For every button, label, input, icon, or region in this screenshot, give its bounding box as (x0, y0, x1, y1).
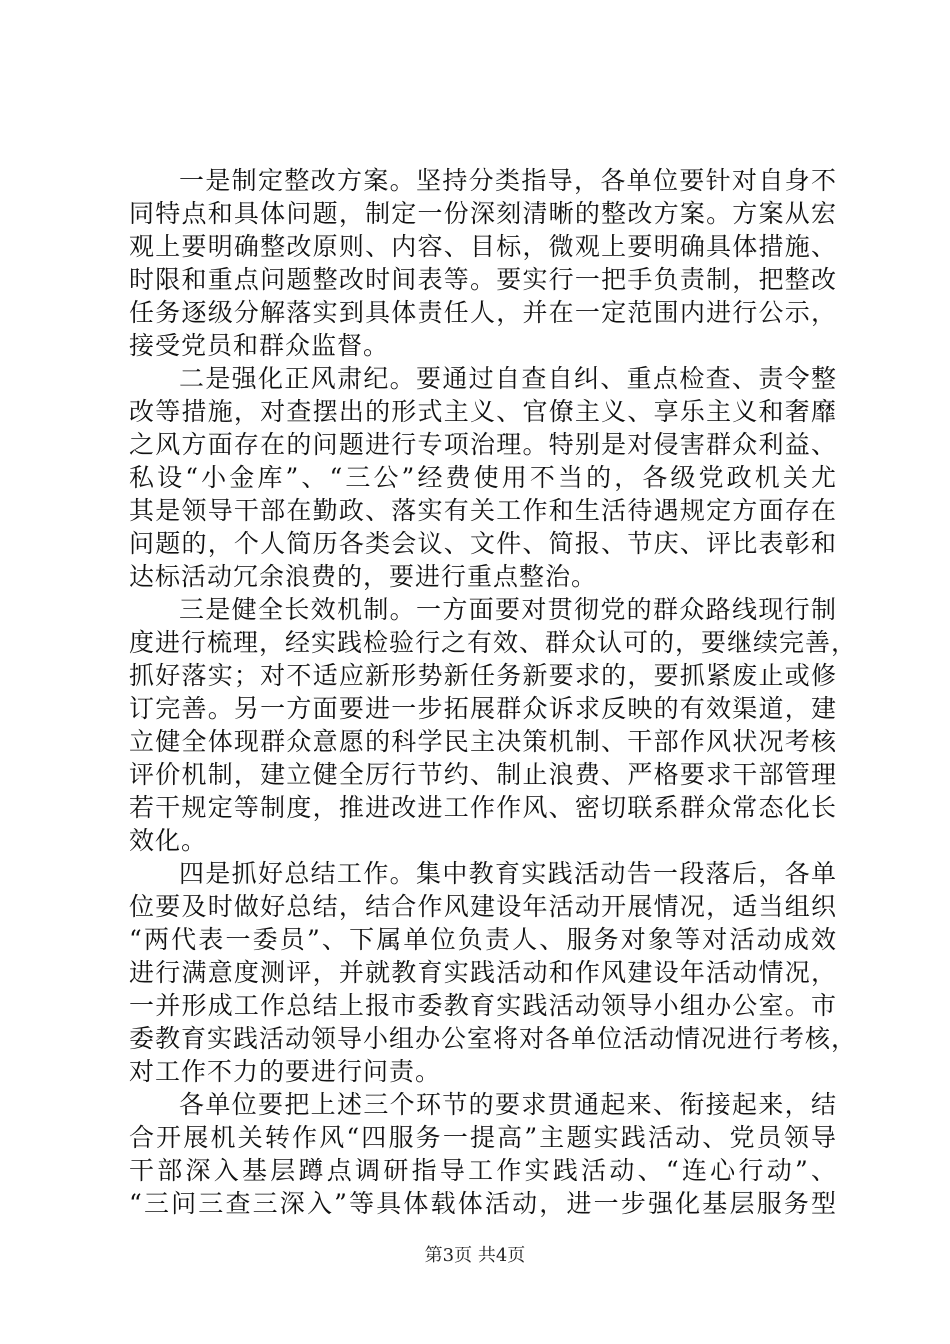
text-line: 一并形成工作总结上报市委教育实践活动领导小组办公室。市 (129, 991, 837, 1020)
text-line: 评价机制，建立健全厉行节约、制止浪费、严格要求干部管理 (129, 760, 837, 789)
text-line: 效化。 (129, 826, 208, 855)
document-body (129, 164, 858, 1220)
text-line: 二是强化正风肃纪。要通过自查自纠、重点检查、责令整 (179, 364, 837, 393)
text-line: 观上要明确整改原则、内容、目标，微观上要明确具体措施、 (129, 232, 837, 261)
text-line: 任务逐级分解落实到具体责任人，并在一定范围内进行公示， (129, 298, 837, 327)
text-line: 四是抓好总结工作。集中教育实践活动告一段落后，各单 (179, 859, 837, 888)
text-line: 订完善。另一方面要进一步拓展群众诉求反映的有效渠道，建 (129, 694, 837, 723)
text-line: 问题的，个人简历各类会议、文件、简报、节庆、评比表彰和 (129, 529, 837, 558)
text-line: 一是制定整改方案。坚持分类指导，各单位要针对自身不 (179, 166, 837, 195)
text-line: 进行满意度测评，并就教育实践活动和作风建设年活动情况， (129, 958, 837, 987)
text-line: 位要及时做好总结，结合作风建设年活动开展情况，适当组织 (129, 892, 837, 921)
page-footer: 第3页 共4页 (424, 1245, 526, 1266)
text-line: “三问三查三深入”等具体载体活动，进一步强化基层服务型 (129, 1189, 837, 1218)
text-line: 度进行梳理，经实践检验行之有效、群众认可的，要继续完善， (129, 628, 858, 657)
text-line: 同特点和具体问题，制定一份深刻清晰的整改方案。方案从宏 (129, 199, 837, 228)
text-line: 干部深入基层蹲点调研指导工作实践活动、“连心行动”、 (129, 1156, 837, 1185)
text-line: 时限和重点问题整改时间表等。要实行一把手负责制，把整改 (129, 265, 837, 294)
text-line: “两代表一委员”、下属单位负责人、服务对象等对活动成效 (129, 925, 837, 954)
text-line: 私设“小金库”、“三公”经费使用不当的，各级党政机关尤 (129, 463, 837, 492)
text-line: 改等措施，对查摆出的形式主义、官僚主义、享乐主义和奢靡 (129, 397, 837, 426)
text-line: 委教育实践活动领导小组办公室将对各单位活动情况进行考核， (129, 1024, 858, 1053)
text-line: 接受党员和群众监督。 (129, 331, 390, 360)
text-line: 对工作不力的要进行问责。 (129, 1057, 442, 1086)
text-line: 其是领导干部在勤政、落实有关工作和生活待遇规定方面存在 (129, 496, 837, 525)
text-line: 三是健全长效机制。一方面要对贯彻党的群众路线现行制 (179, 595, 837, 624)
text-line: 各单位要把上述三个环节的要求贯通起来、衔接起来，结 (179, 1090, 837, 1119)
text-line: 抓好落实；对不适应新形势新任务新要求的，要抓紧废止或修 (129, 661, 837, 690)
text-line: 达标活动冗余浪费的，要进行重点整治。 (129, 562, 598, 591)
text-line: 之风方面存在的问题进行专项治理。特别是对侵害群众利益、 (129, 430, 837, 459)
text-line: 立健全体现群众意愿的科学民主决策机制、干部作风状况考核 (129, 727, 837, 756)
text-line: 合开展机关转作风“四服务一提高”主题实践活动、党员领导 (129, 1123, 837, 1152)
text-line: 若干规定等制度，推进改进工作作风、密切联系群众常态化长 (129, 793, 837, 822)
